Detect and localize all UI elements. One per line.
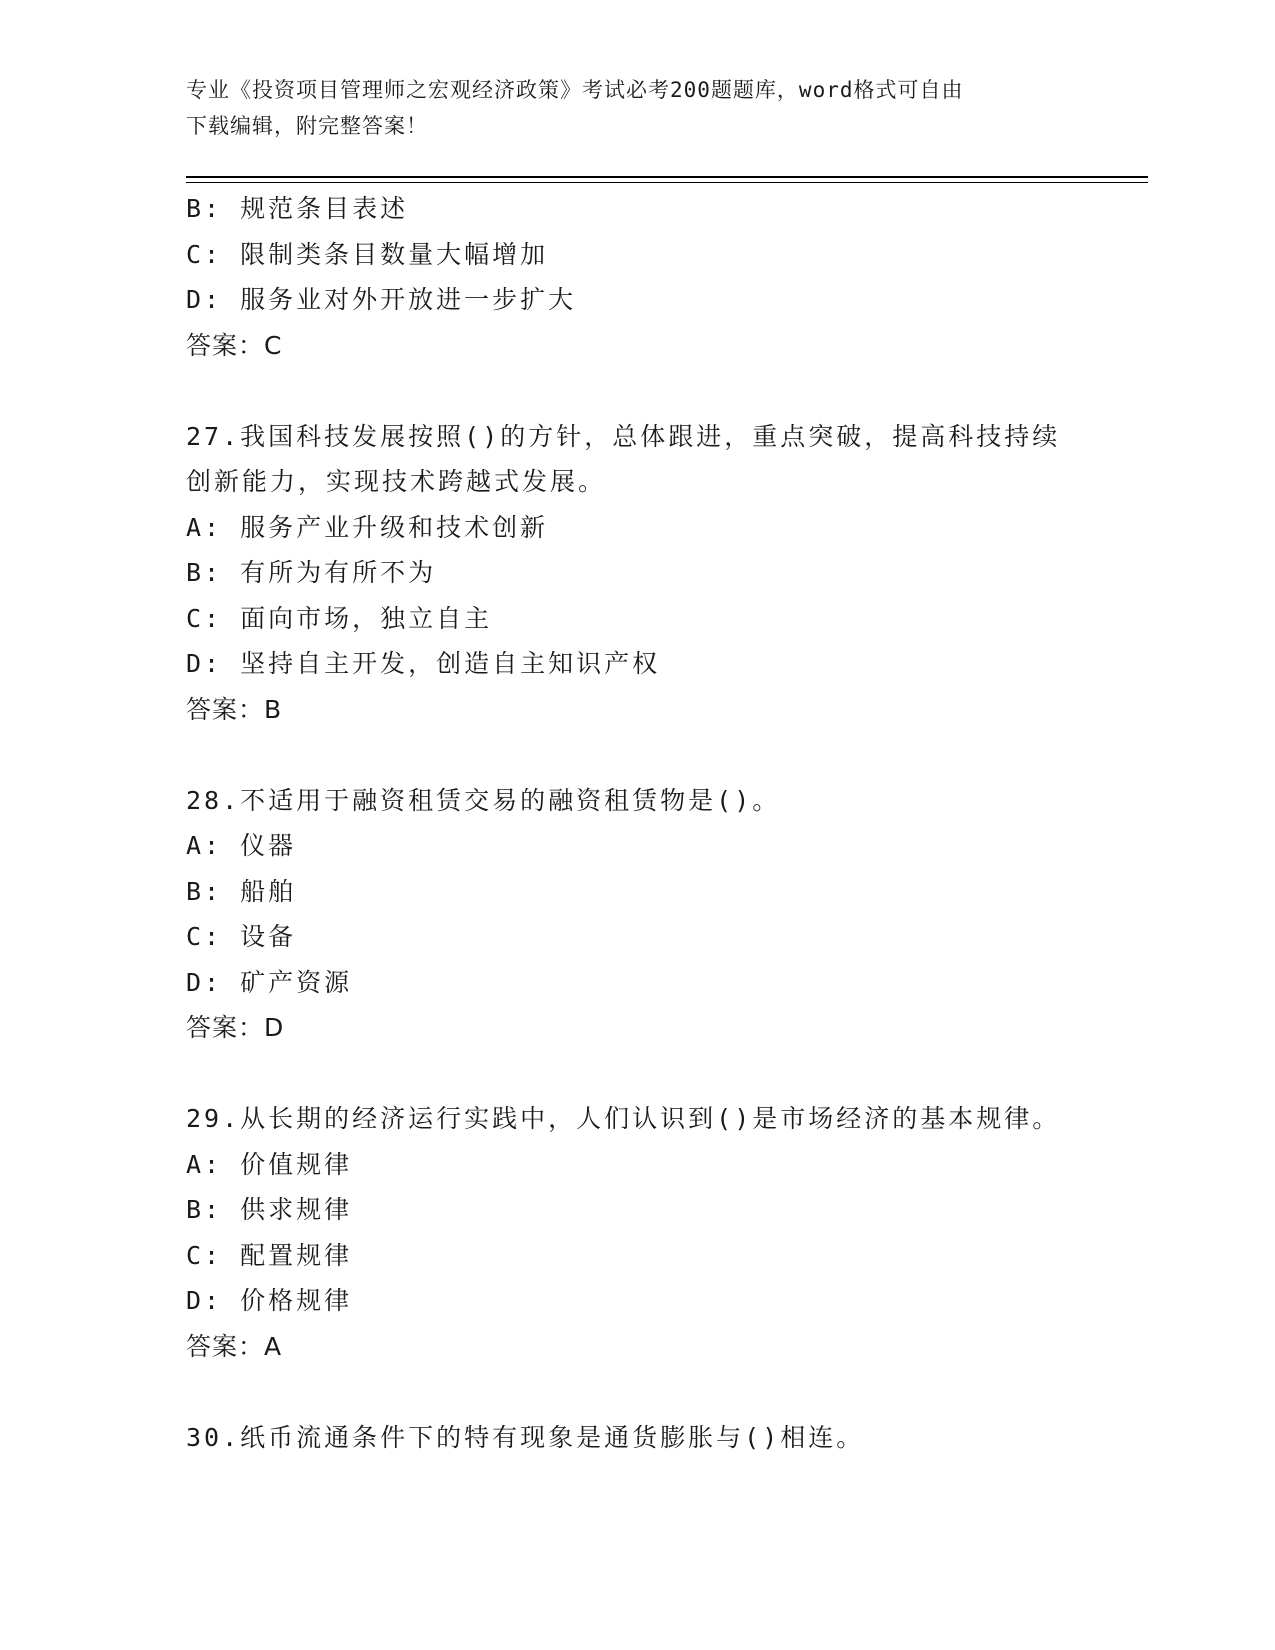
spacer bbox=[186, 368, 1086, 414]
question-stem-continued: 创新能力，实现技术跨越式发展。 bbox=[186, 467, 607, 496]
option-b: B: 船舶 bbox=[186, 876, 297, 906]
option-c: C: 面向市场，独立自主 bbox=[186, 603, 493, 633]
option-c: C: 限制类条目数量大幅增加 bbox=[186, 239, 549, 269]
option-a: A: 价值规律 bbox=[186, 1149, 353, 1179]
option-a: A: 仪器 bbox=[186, 831, 297, 860]
question-28 bbox=[186, 778, 1086, 1051]
header-line-1: 专业《投资项目管理师之宏观经济政策》考试必考200题题库，word格式可自由 bbox=[186, 78, 964, 102]
answer-line: 答案：C bbox=[186, 330, 283, 360]
option-b: B: 供求规律 bbox=[186, 1195, 353, 1224]
question-stem: 29.从长期的经济运行实践中，人们认识到()是市场经济的基本规律。 bbox=[186, 1104, 1061, 1133]
option-c: C: 配置规律 bbox=[186, 1240, 353, 1270]
question-list bbox=[186, 186, 1086, 1460]
header-divider-thick bbox=[186, 176, 1148, 178]
spacer bbox=[186, 1051, 1086, 1097]
option-c: C: 设备 bbox=[186, 922, 297, 951]
option-b: B: 规范条目表述 bbox=[186, 194, 409, 223]
option-a: A: 服务产业升级和技术创新 bbox=[186, 512, 549, 542]
question-stem: 27.我国科技发展按照()的方针，总体跟进，重点突破，提高科技持续 bbox=[186, 421, 1061, 451]
document-header bbox=[186, 72, 1086, 144]
question-stem: 28.不适用于融资租赁交易的融资租赁物是()。 bbox=[186, 785, 781, 815]
answer-line: 答案：D bbox=[186, 1013, 285, 1042]
spacer bbox=[186, 732, 1086, 778]
option-b: B: 有所为有所不为 bbox=[186, 558, 437, 587]
option-d: D: 坚持自主开发，创造自主知识产权 bbox=[186, 649, 661, 678]
question-29 bbox=[186, 1096, 1086, 1369]
option-d: D: 服务业对外开放进一步扩大 bbox=[186, 285, 577, 314]
spacer bbox=[186, 1369, 1086, 1415]
question-27 bbox=[186, 414, 1086, 733]
question-stem: 30.纸币流通条件下的特有现象是通货膨胀与()相连。 bbox=[186, 1422, 865, 1452]
question-30 bbox=[186, 1415, 1086, 1461]
option-d: D: 价格规律 bbox=[186, 1286, 353, 1315]
header-line-2: 下载编辑，附完整答案！ bbox=[186, 114, 428, 138]
answer-line: 答案：B bbox=[186, 694, 283, 724]
option-d: D: 矿产资源 bbox=[186, 967, 353, 997]
question-26 bbox=[186, 186, 1086, 368]
header-divider-thin bbox=[186, 182, 1148, 183]
answer-line: 答案：A bbox=[186, 1331, 283, 1361]
